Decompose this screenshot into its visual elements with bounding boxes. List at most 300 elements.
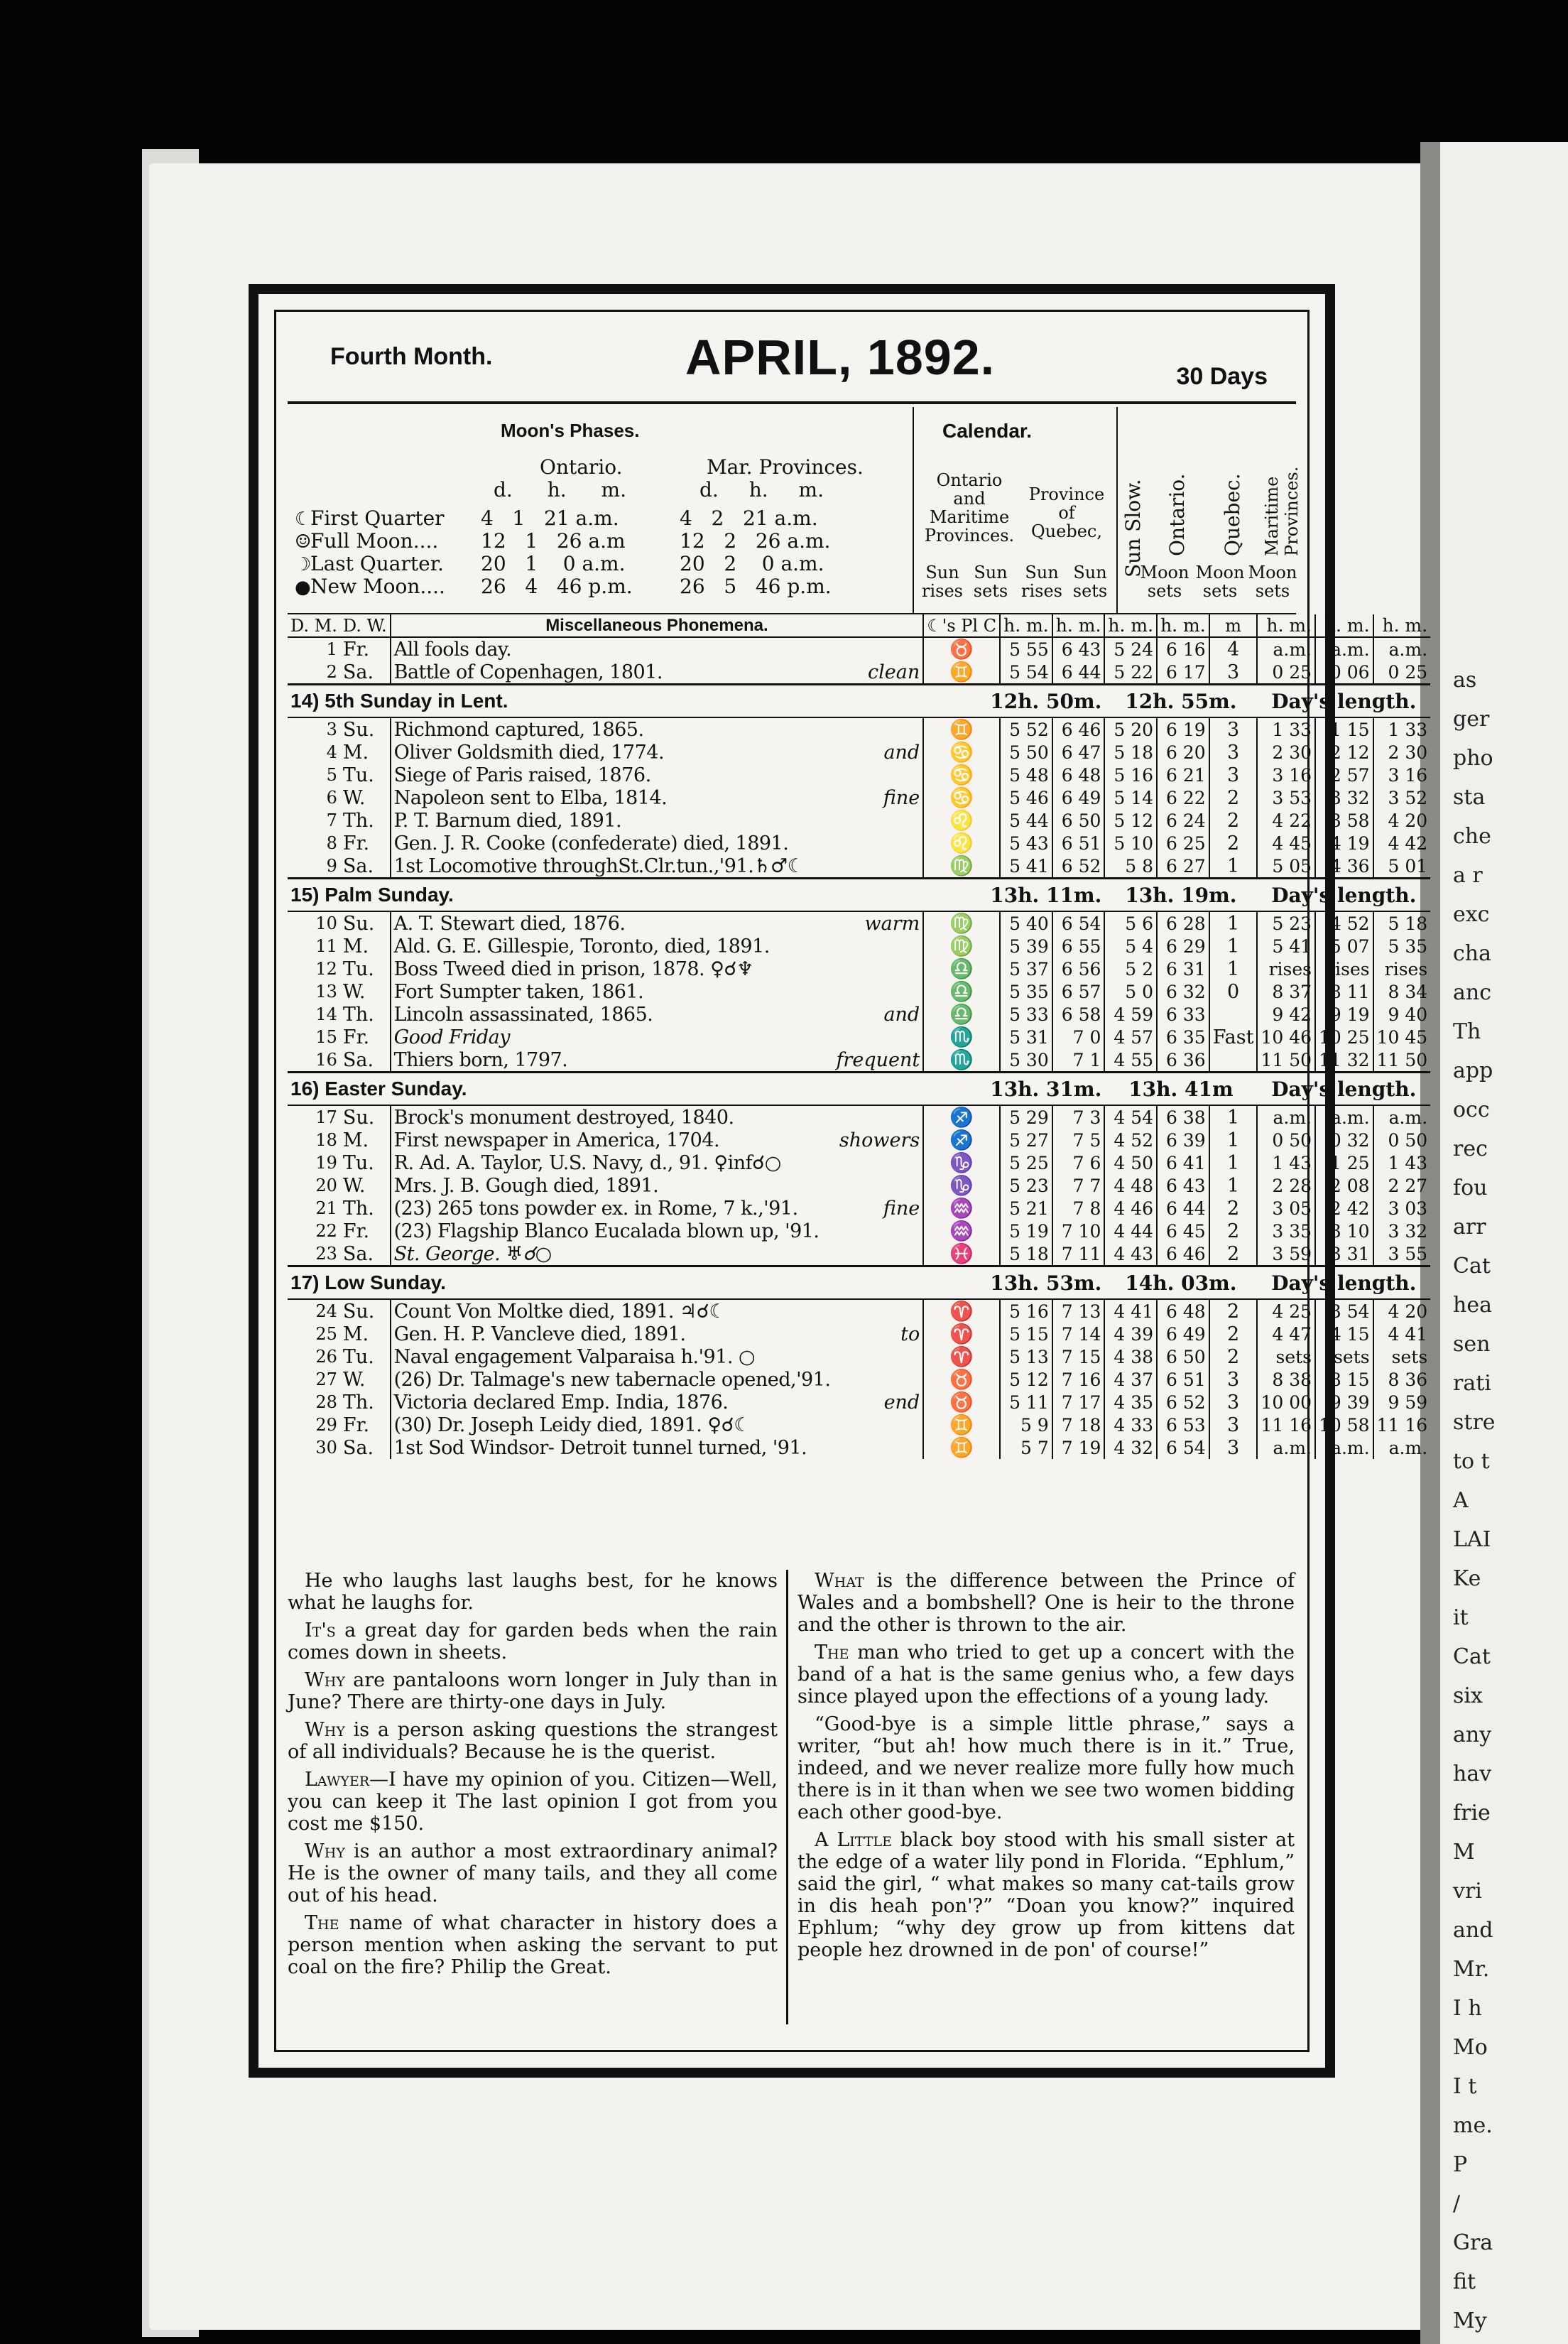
event-text: Gen. H. P. Vancleve died, 1891.	[391, 1323, 834, 1345]
calendar-row	[288, 1323, 1430, 1345]
sunday-label: 15) Palm Sunday.	[288, 879, 923, 912]
facing-page-fragment: sen	[1453, 1332, 1491, 1357]
joke-lead-word: What	[815, 1570, 864, 1592]
facing-page-fragment: to t	[1453, 1449, 1490, 1474]
facing-page-fragment: app	[1453, 1058, 1493, 1083]
sun-sets-ontario: 6 46	[1052, 717, 1105, 741]
phase-ontario: 4 1 21 a.m.	[481, 506, 619, 530]
calendar-row	[288, 1391, 1430, 1414]
sun-rises-ontario: 5 41	[1000, 854, 1052, 879]
sun-sets-ontario: 7 10	[1052, 1220, 1105, 1242]
sun-rises-quebec: 4 46	[1104, 1197, 1157, 1220]
sun-slow-minutes: 2	[1209, 1345, 1258, 1368]
day-length-label: Day's length.	[1257, 1073, 1430, 1106]
sun-sets-quebec: 6 41	[1157, 1151, 1209, 1174]
event-text: Mrs. J. B. Gough died, 1891.	[391, 1174, 834, 1197]
zodiac-sign: ♊	[923, 717, 1000, 741]
sun-rises-ontario: 5 37	[1000, 957, 1052, 980]
sun-rises-ontario: 5 55	[1000, 637, 1052, 661]
joke-lead-word: Lawyer	[305, 1769, 370, 1791]
sun-sets-ontario: 6 51	[1052, 832, 1105, 854]
sun-sets-quebec: 6 39	[1157, 1129, 1209, 1151]
sun-slow-minutes: 3	[1209, 717, 1258, 741]
moon-sets-quebec: 3 32	[1315, 786, 1373, 809]
moon-sets-quebec: 4 19	[1315, 832, 1373, 854]
weather-word: warm	[864, 912, 920, 935]
weather-word: and	[883, 741, 920, 764]
hm-header-5: h. m.	[1257, 614, 1315, 637]
calendar-row	[288, 1345, 1430, 1368]
calendar-row	[288, 935, 1430, 957]
sun-sets-quebec: 6 29	[1157, 935, 1209, 957]
column-header-row	[288, 614, 1430, 637]
facing-page-fragment: rec	[1453, 1136, 1488, 1161]
phase-name: First Quarter	[310, 506, 445, 530]
sunday-header-row	[288, 1073, 1430, 1106]
sun-sets-quebec: 6 24	[1157, 809, 1209, 832]
moon-sets-ontario: 11 16	[1257, 1414, 1315, 1436]
moon-sets-ontario: 3 05	[1257, 1197, 1315, 1220]
sun-slow-minutes: 3	[1209, 1391, 1258, 1414]
event-text: Siege of Paris raised, 1876.	[391, 764, 834, 786]
sun-sets-quebec: 6 48	[1157, 1299, 1209, 1323]
sun-slow-minutes: 2	[1209, 786, 1258, 809]
moon-sets-ontario: a.m.	[1257, 1436, 1315, 1459]
moon-phase-icon: ●	[295, 577, 311, 598]
sun-sets-quebec: 6 43	[1157, 1174, 1209, 1197]
joke-paragraph	[288, 1769, 778, 1835]
facing-page-fragment: rati	[1453, 1371, 1491, 1396]
joke-paragraph	[797, 1713, 1295, 1823]
ontario-maritime-label: Ontario and Maritime Provinces.	[924, 470, 1015, 546]
moon-sets-ontario: 8 38	[1257, 1368, 1315, 1391]
zodiac-sign: ♑	[923, 1174, 1000, 1197]
moon-sets-ontario: 5 23	[1257, 911, 1315, 935]
sunday-label: 14) 5th Sunday in Lent.	[288, 685, 923, 718]
moon-sets-quebec: 8 15	[1315, 1368, 1373, 1391]
moon-sets-quebec: 3 58	[1315, 809, 1373, 832]
joke-lead-word: Why	[305, 1840, 345, 1862]
dw-header: D. W.	[340, 614, 391, 637]
zodiac-sign: ♐	[923, 1105, 1000, 1129]
zodiac-sign: ♒	[923, 1197, 1000, 1220]
event-text: All fools day.	[391, 637, 834, 661]
zodiac-sign: ♑	[923, 1151, 1000, 1174]
event-text: P. T. Barnum died, 1891.	[391, 809, 834, 832]
facing-page-fragment: exc	[1453, 902, 1490, 927]
sun-sets-2: Sun sets	[1072, 563, 1108, 601]
day-of-week: Su.	[340, 911, 391, 935]
m-header: m	[1209, 614, 1258, 637]
sun-slow-minutes: 0	[1209, 980, 1258, 1003]
joke-text: man who tried to get up a concert with the band of a hat is the same genius who, a few days since played upon the effections of a young lady.	[797, 1642, 1295, 1708]
sun-rises-quebec: 4 55	[1104, 1048, 1157, 1073]
calendar-row	[288, 764, 1430, 786]
moon-sets-maritime: 3 32	[1373, 1220, 1431, 1242]
moon-sets-ontario: 3 35	[1257, 1220, 1315, 1242]
moon-sets-maritime: 11 16	[1373, 1414, 1431, 1436]
moon-sets-quebec: 8 11	[1315, 980, 1373, 1003]
moon-sets-maritime: 9 59	[1373, 1391, 1431, 1414]
misc-header: Miscellaneous Phonemena.	[391, 614, 924, 637]
calendar-row	[288, 637, 1430, 661]
sun-rises-quebec: 4 48	[1104, 1174, 1157, 1197]
weather-word: clean	[867, 661, 920, 683]
sun-slow-label: Sun Slow.	[1121, 479, 1145, 577]
weather-word	[833, 1026, 923, 1048]
sun-sets-quebec: 6 20	[1157, 741, 1209, 764]
moon-sets-maritime: 8 36	[1373, 1368, 1431, 1391]
moon-sets-maritime: 2 27	[1373, 1174, 1431, 1197]
jokes-right-column	[797, 1570, 1295, 1967]
moon-sets-quebec: 3 10	[1315, 1220, 1373, 1242]
sun-rises-ontario: 5 52	[1000, 717, 1052, 741]
moon-sets-quebec: a.m.	[1315, 1436, 1373, 1459]
moon-sets-ontario: rises	[1257, 957, 1315, 980]
joke-text: is the difference between the Prince of Wales and a bombshell? One is heir to the throne and the other is thrown to the air.	[797, 1570, 1295, 1636]
dhm-maritime: d. h. m.	[699, 478, 824, 501]
moon-sets-maritime: 0 50	[1373, 1129, 1431, 1151]
event-text: Fort Sumpter taken, 1861.	[391, 980, 834, 1003]
moon-sets-maritime: 0 25	[1373, 661, 1431, 685]
sun-rises-ontario: 5 19	[1000, 1220, 1052, 1242]
sun-slow-minutes	[1209, 1048, 1258, 1073]
event-text: (30) Dr. Joseph Leidy died, 1891. ♀☌☾	[391, 1414, 834, 1436]
moon-sets-ontario: 8 37	[1257, 980, 1315, 1003]
sun-slow-minutes: 2	[1209, 809, 1258, 832]
zodiac-sign: ♓	[923, 1242, 1000, 1266]
sun-sets-quebec: 6 54	[1157, 1436, 1209, 1459]
facing-page-fragment: cha	[1453, 941, 1492, 966]
facing-page-fragment: P	[1453, 2152, 1468, 2177]
event-text: Napoleon sent to Elba, 1814.	[391, 786, 834, 809]
weather-word	[833, 1299, 923, 1323]
calendar-row	[288, 957, 1430, 980]
zodiac-sign: ♐	[923, 1129, 1000, 1151]
moon-sets-maritime: 4 20	[1373, 809, 1431, 832]
day-length-label: Day's length.	[1257, 879, 1430, 912]
weather-word	[833, 1242, 923, 1266]
sun-sets-ontario: 7 1	[1052, 1048, 1105, 1073]
facing-page-fragment: fit	[1453, 2269, 1476, 2294]
sun-sets-ontario: 7 8	[1052, 1197, 1105, 1220]
sun-sets-quebec: 6 19	[1157, 717, 1209, 741]
phase-row	[295, 552, 824, 575]
joke-lead-word: The	[305, 1912, 339, 1934]
quebec-label: Province of Quebec,	[1028, 484, 1105, 541]
phase-row	[295, 575, 832, 598]
weather-word	[833, 854, 923, 879]
sun-sets-ontario: 7 6	[1052, 1151, 1105, 1174]
calendar-row	[288, 911, 1430, 935]
day-of-month: 3	[326, 720, 337, 739]
sun-sets-ontario: 7 5	[1052, 1129, 1105, 1151]
calendar-row	[288, 832, 1430, 854]
weather-word: frequent	[836, 1048, 920, 1071]
sun-rises-ontario: 5 11	[1000, 1391, 1052, 1414]
facing-page-fragment: Ke	[1453, 1566, 1481, 1591]
event-text: 1st Sod Windsor- Detroit tunnel turned, '91.	[391, 1436, 834, 1459]
sun-rises-ontario: 5 46	[1000, 786, 1052, 809]
joke-paragraph	[288, 1619, 778, 1664]
facing-page-fragment: occ	[1453, 1097, 1490, 1122]
weather-word	[833, 1345, 923, 1368]
moon-sets-ontario: 11 50	[1257, 1048, 1315, 1073]
calendar-row	[288, 741, 1430, 764]
day-of-week: Su.	[340, 1105, 391, 1129]
sun-rises-quebec: 5 22	[1104, 661, 1157, 685]
day-of-week: W.	[340, 1368, 391, 1391]
zodiac-sign: ♌	[923, 809, 1000, 832]
moon-sets-3: Moon sets	[1248, 563, 1297, 601]
sun-sets-ontario: 7 11	[1052, 1242, 1105, 1266]
day-length-ontario: 12h. 50m.	[923, 685, 1104, 718]
joke-paragraph	[797, 1570, 1295, 1636]
calendar-row	[288, 980, 1430, 1003]
event-text: Boss Tweed died in prison, 1878. ♀☌♆	[391, 957, 834, 980]
facing-page-fragment: stre	[1453, 1410, 1496, 1435]
calendar-row	[288, 717, 1430, 741]
day-of-week: M.	[340, 935, 391, 957]
moon-sets-ontario: 0 25	[1257, 661, 1315, 685]
moon-sets-maritime: a.m.	[1373, 1436, 1431, 1459]
joke-text: a great day for garden beds when the rain comes down in sheets.	[288, 1619, 778, 1664]
day-of-week: Fr.	[340, 832, 391, 854]
sun-slow-minutes: 1	[1209, 935, 1258, 957]
calendar-heading: Calendar.	[942, 420, 1033, 442]
sun-rises-quebec: 5 24	[1104, 637, 1157, 661]
weather-word	[833, 1220, 923, 1242]
column-divider	[786, 1570, 788, 2024]
calendar-row	[288, 1368, 1430, 1391]
sun-sets-quebec: 6 46	[1157, 1242, 1209, 1266]
sun-slow-minutes: Fast	[1209, 1026, 1258, 1048]
sun-sets-ontario: 6 50	[1052, 809, 1105, 832]
day-of-month: 10	[315, 913, 337, 933]
joke-lead-word: Why	[305, 1719, 345, 1741]
zodiac-sign: ♌	[923, 832, 1000, 854]
weather-word: showers	[839, 1129, 920, 1151]
zodiac-sign: ♍	[923, 854, 1000, 879]
weather-word	[833, 637, 923, 661]
event-text: (23) Flagship Blanco Eucalada blown up, '91.	[391, 1220, 834, 1242]
zodiac-sign: ♏	[923, 1048, 1000, 1073]
moon-sets-quebec: 0 06	[1315, 661, 1373, 685]
event-text: Victoria declared Emp. India, 1876.	[391, 1391, 834, 1414]
sun-sets-quebec: 6 17	[1157, 661, 1209, 685]
sun-sets-ontario: 7 16	[1052, 1368, 1105, 1391]
moon-sets-ontario: 5 05	[1257, 854, 1315, 879]
maritime-label: Mar. Provinces.	[707, 455, 864, 479]
event-text: Thiers born, 1797.	[391, 1048, 834, 1073]
moon-sets-ontario: 2 28	[1257, 1174, 1315, 1197]
moon-quebec-label: Quebec.	[1221, 473, 1244, 556]
sun-rises-ontario: 5 31	[1000, 1026, 1052, 1048]
weather-word: and	[883, 1003, 920, 1026]
hm-header-2: h. m.	[1052, 614, 1105, 637]
day-of-month: 16	[315, 1050, 337, 1070]
sun-sets-1: Sun sets	[973, 563, 1008, 601]
day-of-month: 28	[315, 1392, 337, 1412]
zodiac-sign: ♊	[923, 1414, 1000, 1436]
sun-slow-minutes: 1	[1209, 1129, 1258, 1151]
moon-sets-quebec: 2 12	[1315, 741, 1373, 764]
sun-sets-quebec: 6 31	[1157, 957, 1209, 980]
sun-sets-ontario: 7 7	[1052, 1174, 1105, 1197]
day-length-label: Day's length.	[1257, 1266, 1430, 1300]
event-text: Naval engagement Valparaisa h.'91. ○	[391, 1345, 834, 1368]
day-of-week: W.	[340, 980, 391, 1003]
day-of-month: 8	[326, 833, 337, 853]
weather-word	[833, 717, 923, 741]
zodiac-sign: ♎	[923, 957, 1000, 980]
zodiac-sign: ♊	[923, 1436, 1000, 1459]
joke-paragraph	[797, 1829, 1295, 1961]
sun-slow-minutes: 2	[1209, 1323, 1258, 1345]
sun-sets-quebec: 6 33	[1157, 1003, 1209, 1026]
moon-sets-ontario: 1 43	[1257, 1151, 1315, 1174]
facing-page-fragment: any	[1453, 1722, 1492, 1747]
day-of-month: 20	[315, 1176, 337, 1195]
facing-page-fragment: A	[1453, 1488, 1469, 1513]
facing-page-fragment: vri	[1453, 1879, 1482, 1904]
day-of-week: Fr.	[340, 637, 391, 661]
facing-page-fragment: LAI	[1453, 1527, 1491, 1552]
sun-sets-ontario: 6 43	[1052, 637, 1105, 661]
sun-rises-ontario: 5 44	[1000, 809, 1052, 832]
moon-sets-ontario: 3 59	[1257, 1242, 1315, 1266]
moon-sets-maritime: 5 01	[1373, 854, 1431, 879]
day-of-month: 13	[315, 982, 337, 1002]
day-of-month: 15	[315, 1027, 337, 1047]
moon-sets-quebec: 9 19	[1315, 1003, 1373, 1026]
moon-sets-maritime: 5 35	[1373, 935, 1431, 957]
sun-rises-ontario: 5 30	[1000, 1048, 1052, 1073]
sunday-label: 16) Easter Sunday.	[288, 1073, 923, 1106]
sun-sets-quebec: 6 50	[1157, 1345, 1209, 1368]
facing-page	[1440, 142, 1568, 2344]
event-text: Gen. J. R. Cooke (confederate) died, 1891.	[391, 832, 834, 854]
jokes-section	[288, 1570, 1296, 2053]
sun-sets-quebec: 6 36	[1157, 1048, 1209, 1073]
sun-sets-ontario: 6 48	[1052, 764, 1105, 786]
zodiac-sign: ♉	[923, 1368, 1000, 1391]
weather-word: fine	[883, 1197, 920, 1220]
joke-text: name of what character in history does a person mention when asking the servant to put coal on the fire? Philip the Great.	[288, 1912, 778, 1978]
weather-word: fine	[883, 786, 920, 809]
sun-rises-quebec: 5 20	[1104, 717, 1157, 741]
day-of-month: 5	[326, 765, 337, 785]
day-of-month: 6	[326, 788, 337, 808]
phase-maritime: 26 5 46 p.m.	[680, 575, 832, 598]
day-of-week: Tu.	[340, 1345, 391, 1368]
calendar-row	[288, 1220, 1430, 1242]
day-of-week: Tu.	[340, 764, 391, 786]
sun-slow-minutes: 3	[1209, 741, 1258, 764]
moon-sets-ontario: 3 53	[1257, 786, 1315, 809]
moon-sets-quebec: 2 57	[1315, 764, 1373, 786]
sun-rises-quebec: 5 18	[1104, 741, 1157, 764]
facing-page-fragment: fou	[1453, 1176, 1488, 1200]
weather-word: to	[900, 1323, 920, 1345]
sun-rises-quebec: 5 2	[1104, 957, 1157, 980]
jokes-left-column	[288, 1570, 778, 1984]
phase-row	[295, 529, 830, 553]
sun-rises-ontario: 5 50	[1000, 741, 1052, 764]
sun-sets-quebec: 6 53	[1157, 1414, 1209, 1436]
sun-rises-ontario: 5 39	[1000, 935, 1052, 957]
calendar-row	[288, 809, 1430, 832]
day-length-quebec: 13h. 41m	[1104, 1073, 1257, 1106]
moon-sets-maritime: 4 20	[1373, 1299, 1431, 1323]
facing-page-fragment: /	[1453, 2191, 1461, 2216]
moon-phase-icon: ☺	[295, 531, 312, 553]
weather-word	[833, 980, 923, 1003]
calendar-row	[288, 1197, 1430, 1220]
moon-phases-caption: Moon's Phases.	[501, 420, 640, 441]
day-of-month: 14	[315, 1004, 337, 1024]
sun-slow-minutes	[1209, 1003, 1258, 1026]
sun-rises-ontario: 5 48	[1000, 764, 1052, 786]
moon-sets-maritime: 4 41	[1373, 1323, 1431, 1345]
moon-sets-maritime: 3 16	[1373, 764, 1431, 786]
calendar-row	[288, 1299, 1430, 1323]
zodiac-sign: ♋	[923, 764, 1000, 786]
joke-lead-word: The	[815, 1642, 849, 1664]
sunday-label: 17) Low Sunday.	[288, 1266, 923, 1300]
event-text: Good Friday	[391, 1026, 834, 1048]
sun-rises-quebec: 4 54	[1104, 1105, 1157, 1129]
zodiac-sign: ♍	[923, 935, 1000, 957]
sun-rises-quebec: 5 10	[1104, 832, 1157, 854]
day-of-week: Fr.	[340, 1026, 391, 1048]
day-of-month: 29	[315, 1415, 337, 1435]
sun-rises-ontario: 5 18	[1000, 1242, 1052, 1266]
sun-rises-ontario: 5 23	[1000, 1174, 1052, 1197]
day-of-week: Th.	[340, 1003, 391, 1026]
sun-sets-ontario: 6 55	[1052, 935, 1105, 957]
sun-sets-quebec: 6 51	[1157, 1368, 1209, 1391]
sun-rises-quebec: 4 50	[1104, 1151, 1157, 1174]
day-of-month: 27	[315, 1369, 337, 1389]
sun-slow-minutes: 2	[1209, 832, 1258, 854]
day-of-week: Sa.	[340, 854, 391, 879]
moon-sets-ontario: sets	[1257, 1345, 1315, 1368]
calendar-row	[288, 1436, 1430, 1459]
sunday-header-row	[288, 1266, 1430, 1300]
day-of-week: M.	[340, 741, 391, 764]
moon-sets-ontario: a.m.	[1257, 1105, 1315, 1129]
sun-slow-minutes: 2	[1209, 1197, 1258, 1220]
moon-sets-quebec: sets	[1315, 1345, 1373, 1368]
event-text: (23) 265 tons powder ex. in Rome, 7 k.,'91.	[391, 1197, 834, 1220]
joke-text: —I have my opinion of you. Citizen—Well, you can keep it The last opinion I got from you cost me $150.	[288, 1769, 778, 1835]
day-of-month: 23	[315, 1244, 337, 1264]
facing-page-fragment: I h	[1453, 1996, 1482, 2021]
sun-sets-quebec: 6 28	[1157, 911, 1209, 935]
facing-page-fragment: six	[1453, 1683, 1483, 1708]
calendar-row	[288, 661, 1430, 685]
facing-page-fragment: My	[1453, 2308, 1487, 2333]
sun-sets-ontario: 7 18	[1052, 1414, 1105, 1436]
day-of-month: 18	[315, 1130, 337, 1150]
moon-sets-quebec: a.m.	[1315, 637, 1373, 661]
sun-sets-ontario: 7 19	[1052, 1436, 1105, 1459]
facing-page-fragment: frie	[1453, 1801, 1491, 1825]
moon-sets-ontario: 4 47	[1257, 1323, 1315, 1345]
moon-sets-quebec: 4 15	[1315, 1323, 1373, 1345]
moon-sets-quebec: 2 08	[1315, 1174, 1373, 1197]
